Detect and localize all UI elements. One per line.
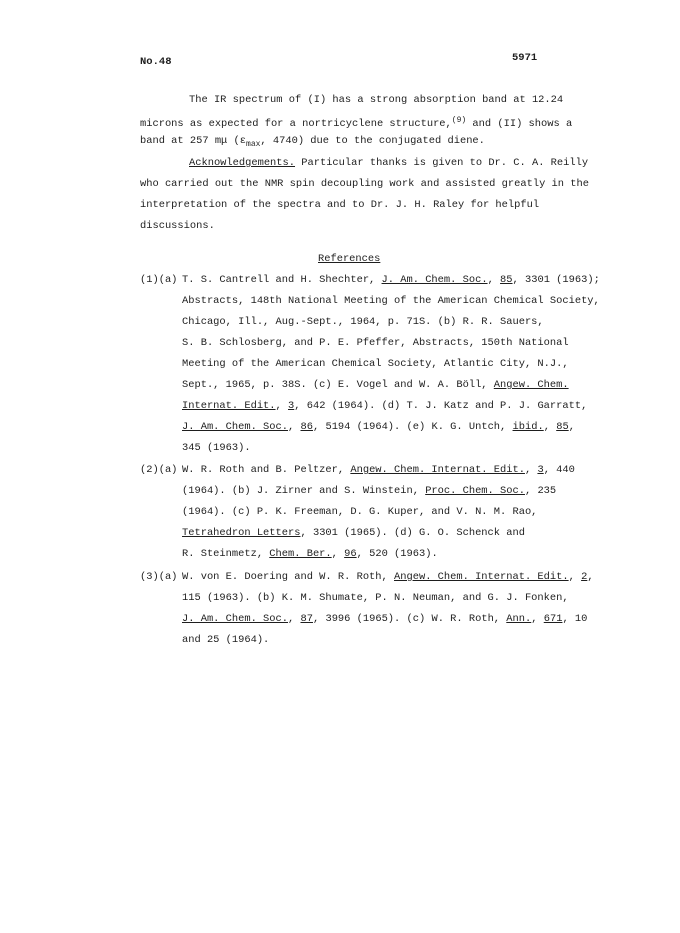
reference-line: Meeting of the American Chemical Society, Atlantic City, N.J., — [182, 358, 569, 370]
reference-line: S. B. Schlosberg, and P. E. Pfeffer, Abstracts, 150th National — [182, 337, 569, 349]
reference-line: Sept., 1965, p. 38S. (c) E. Vogel and W. A. Böll, Angew. Chem. — [182, 379, 569, 391]
reference-line: (1964). (b) J. Zirner and S. Winstein, Proc. Chem. Soc., 235 — [182, 485, 557, 497]
reference-line: Chicago, Ill., Aug.-Sept., 1964, p. 71S. (b) R. R. Sauers, — [182, 316, 544, 328]
reference-line: Tetrahedron Letters, 3301 (1965). (d) G. O. Schenck and — [182, 527, 525, 539]
paragraph-line: discussions. — [140, 220, 215, 232]
reference-line: 115 (1963). (b) K. M. Shumate, P. N. Neuman, and G. J. Fonken, — [182, 592, 569, 604]
acknowledgements-heading: Acknowledgements. — [189, 157, 296, 169]
reference-line: and 25 (1964). — [182, 634, 270, 646]
reference-line: Abstracts, 148th National Meeting of the American Chemical Society, — [182, 295, 600, 307]
page-number: 5971 — [512, 52, 538, 64]
paragraph-line: microns as expected for a nortricyclene structure,$^{(9)}$ and (II) shows a — [140, 116, 573, 130]
references-heading: References — [318, 253, 381, 265]
reference-line: W. von E. Doering and W. R. Roth, Angew. Chem. Internat. Edit., 2, — [182, 571, 594, 583]
citation-superscript: (9) — [451, 116, 467, 125]
reference-line: R. Steinmetz, Chem. Ber., 96, 520 (1963). — [182, 548, 438, 560]
paragraph-line: who carried out the NMR spin decoupling work and assisted greatly in the — [140, 178, 589, 190]
reference-line: 345 (1963). — [182, 442, 251, 454]
reference-line: J. Am. Chem. Soc., 87, 3996 (1965). (c) W. R. Roth, Ann., 671, 10 — [182, 613, 588, 625]
reference-line: (1964). (c) P. K. Freeman, D. G. Kuper, and V. N. M. Rao, — [182, 506, 538, 518]
journal-issue-number: No.48 — [140, 56, 172, 68]
reference-number: (2)(a) — [140, 464, 178, 476]
reference-number: (1)(a) — [140, 274, 178, 286]
subscript-max: max — [246, 140, 261, 149]
reference-number: (3)(a) — [140, 571, 178, 583]
reference-line: T. S. Cantrell and H. Shechter, J. Am. Chem. Soc., 85, 3301 (1963); — [182, 274, 600, 286]
reference-line: W. R. Roth and B. Peltzer, Angew. Chem. Internat. Edit., 3, 440 — [182, 464, 575, 476]
paragraph-line: interpretation of the spectra and to Dr. J. H. Raley for helpful — [140, 199, 540, 211]
reference-line: Internat. Edit., 3, 642 (1964). (d) T. J. Katz and P. J. Garratt, — [182, 400, 588, 412]
acknowledgements-line: Acknowledgements. Particular thanks is given to Dr. C. A. Reilly — [189, 157, 589, 169]
reference-line: J. Am. Chem. Soc., 86, 5194 (1964). (e) K. G. Untch, ibid., 85, — [182, 421, 575, 433]
paragraph-line: band at 257 mμ ($\varepsilon_{max}$, 4740) due to the conjugated diene. — [140, 135, 485, 149]
paragraph-line: The IR spectrum of (I) has a strong absorption band at 12.24 — [189, 94, 564, 106]
